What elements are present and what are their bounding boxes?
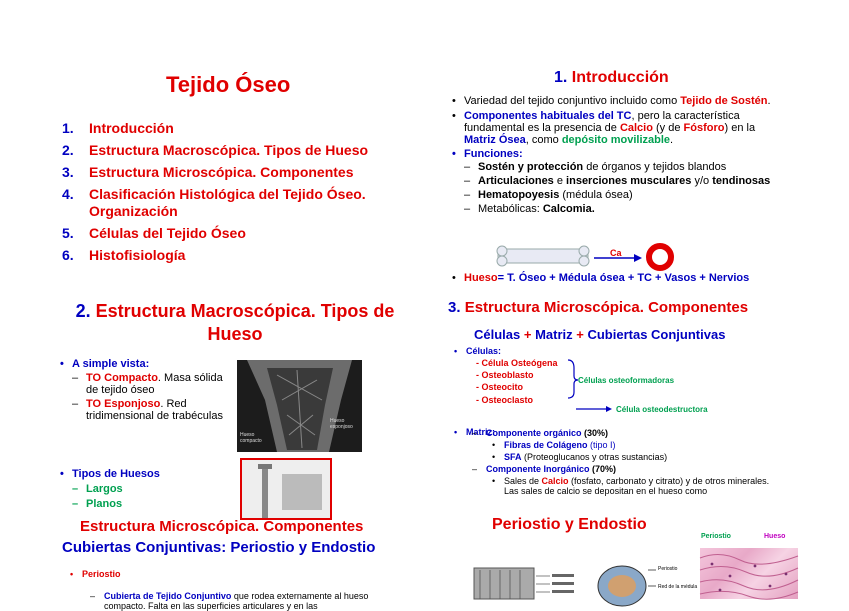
photo-label: Hueso esponjoso [330, 418, 353, 430]
diagram-label: Red de la médula [658, 584, 698, 590]
cell-item: - Célula Osteógena [476, 358, 558, 368]
diagram-label: Periostio [658, 566, 678, 572]
image-label: Periostio [701, 533, 731, 540]
sub-bullet: – TO Esponjoso. Red tridimensional de trabéculas [72, 398, 230, 422]
bullet-list [60, 468, 230, 510]
slide-title: 2. Estructura Macroscópica. Tipos de Hueso [75, 301, 395, 344]
slide-title: 1. Introducción [554, 69, 669, 86]
slide-title: Estructura Microscópica. Componentes [80, 518, 364, 535]
sub-bullet: – Componente Inorgánico (70%) [472, 464, 792, 474]
toc-item: 1. Introducción [62, 120, 174, 136]
osteoformadoras-label: Células osteoformadoras [578, 376, 675, 385]
toc-item: 6. Histofisiología [62, 247, 186, 263]
slide-cubiertas [40, 517, 440, 611]
slide-subtitle: Células + Matriz + Cubiertas Conjuntivas [474, 327, 726, 342]
bone-structure-diagram [470, 556, 580, 599]
matrix-list [472, 428, 792, 496]
bullet: • Tipos de Huesos [60, 468, 230, 480]
toc-item: 5. Células del Tejido Óseo [62, 225, 246, 241]
sub-sub-bullet: • Sales de Calcio (fosfato, carbonato y citrato) y de otros minerales. Las sales de calcio se depositan en el hueso como [492, 476, 774, 496]
sub-bullet: – Sostén y protección de órganos y tejidos blandos [464, 161, 782, 173]
osteodestructora-label: Célula osteodestructora [616, 405, 708, 414]
bullet-list [452, 95, 782, 215]
bullet: • Variedad del tejido conjuntivo incluido como Tejido de Sostén. [452, 95, 782, 107]
sub-sub-bullet: • SFA (Proteoglucanos y otras sustancias) [492, 452, 792, 462]
sub-sub-bullet: • Fibras de Colágeno (tipo I) [492, 440, 792, 450]
cell-item: - Osteoclasto [476, 395, 534, 405]
matrix-label: • Matriz: [454, 427, 849, 437]
toc-list [62, 120, 422, 269]
bone-cross-section-diagram [594, 558, 694, 599]
bullet: • Componentes habituales del TC, pero la característica fundamental es la presencia de Calcio (y de Fósforo) en la Matriz Ósea, como depósito movilizable. [452, 110, 782, 146]
sub-bullet: – Planos [72, 498, 230, 510]
sub-bullet: – Componente orgánico (30%) [472, 428, 792, 438]
histology-image [700, 548, 798, 599]
toc-item: 4. Clasificación Histológica del Tejido Óseo. Organización [62, 186, 366, 219]
bullet: • Periostio [70, 569, 470, 579]
slide-title: Tejido Óseo [166, 72, 291, 97]
sub-bullet: – Metabólicas: Calcomia. [464, 203, 782, 215]
bone-types-image [240, 458, 332, 520]
cells-label: • Células: [454, 346, 849, 356]
sub-bullet: – Largos [72, 483, 230, 495]
calcium-diagram [496, 242, 686, 272]
bullet-list [60, 358, 230, 422]
slide-title: Periostio y Endostio [492, 516, 647, 533]
sub-bullet: – TO Compacto. Masa sólida de tejido óseo [72, 372, 230, 396]
slide-microscopica [446, 296, 841, 521]
slide-toc [40, 62, 430, 282]
image-label: Hueso [764, 533, 786, 540]
cell-item: - Osteoblasto [476, 370, 534, 380]
slide-title: 3. Estructura Microscópica. Componentes [448, 299, 749, 316]
photo-label: Hueso compacto [240, 432, 262, 444]
slide-subtitle: Cubiertas Conjuntivas: Periostio y Endostio [62, 539, 376, 556]
slide-periostio [446, 514, 841, 599]
toc-item: 2. Estructura Macroscópica. Tipos de Hueso [62, 142, 369, 158]
slide-macroscopica [40, 298, 430, 518]
toc-item: 3. Estructura Microscópica. Componentes [62, 164, 354, 180]
slide-introduccion [446, 66, 841, 291]
cell-item: - Osteocito [476, 382, 524, 392]
bullet: • Funciones: [452, 148, 782, 160]
bullet: • A simple vista: [60, 358, 230, 370]
sub-bullet: – Cubierta de Tejido Conjuntivo que rodea externamente al hueso compacto. Falta en las superficies articulares y en las [90, 591, 404, 611]
bullet: • Hueso= T. Óseo + Médula ósea + TC + Vasos + Nervios [452, 272, 844, 284]
calcium-label: Ca [610, 248, 622, 258]
sub-bullet: – Hematopoyesis (médula ósea) [464, 189, 782, 201]
sub-bullet: – Articulaciones e inserciones musculares y/o tendinosas [464, 175, 782, 187]
